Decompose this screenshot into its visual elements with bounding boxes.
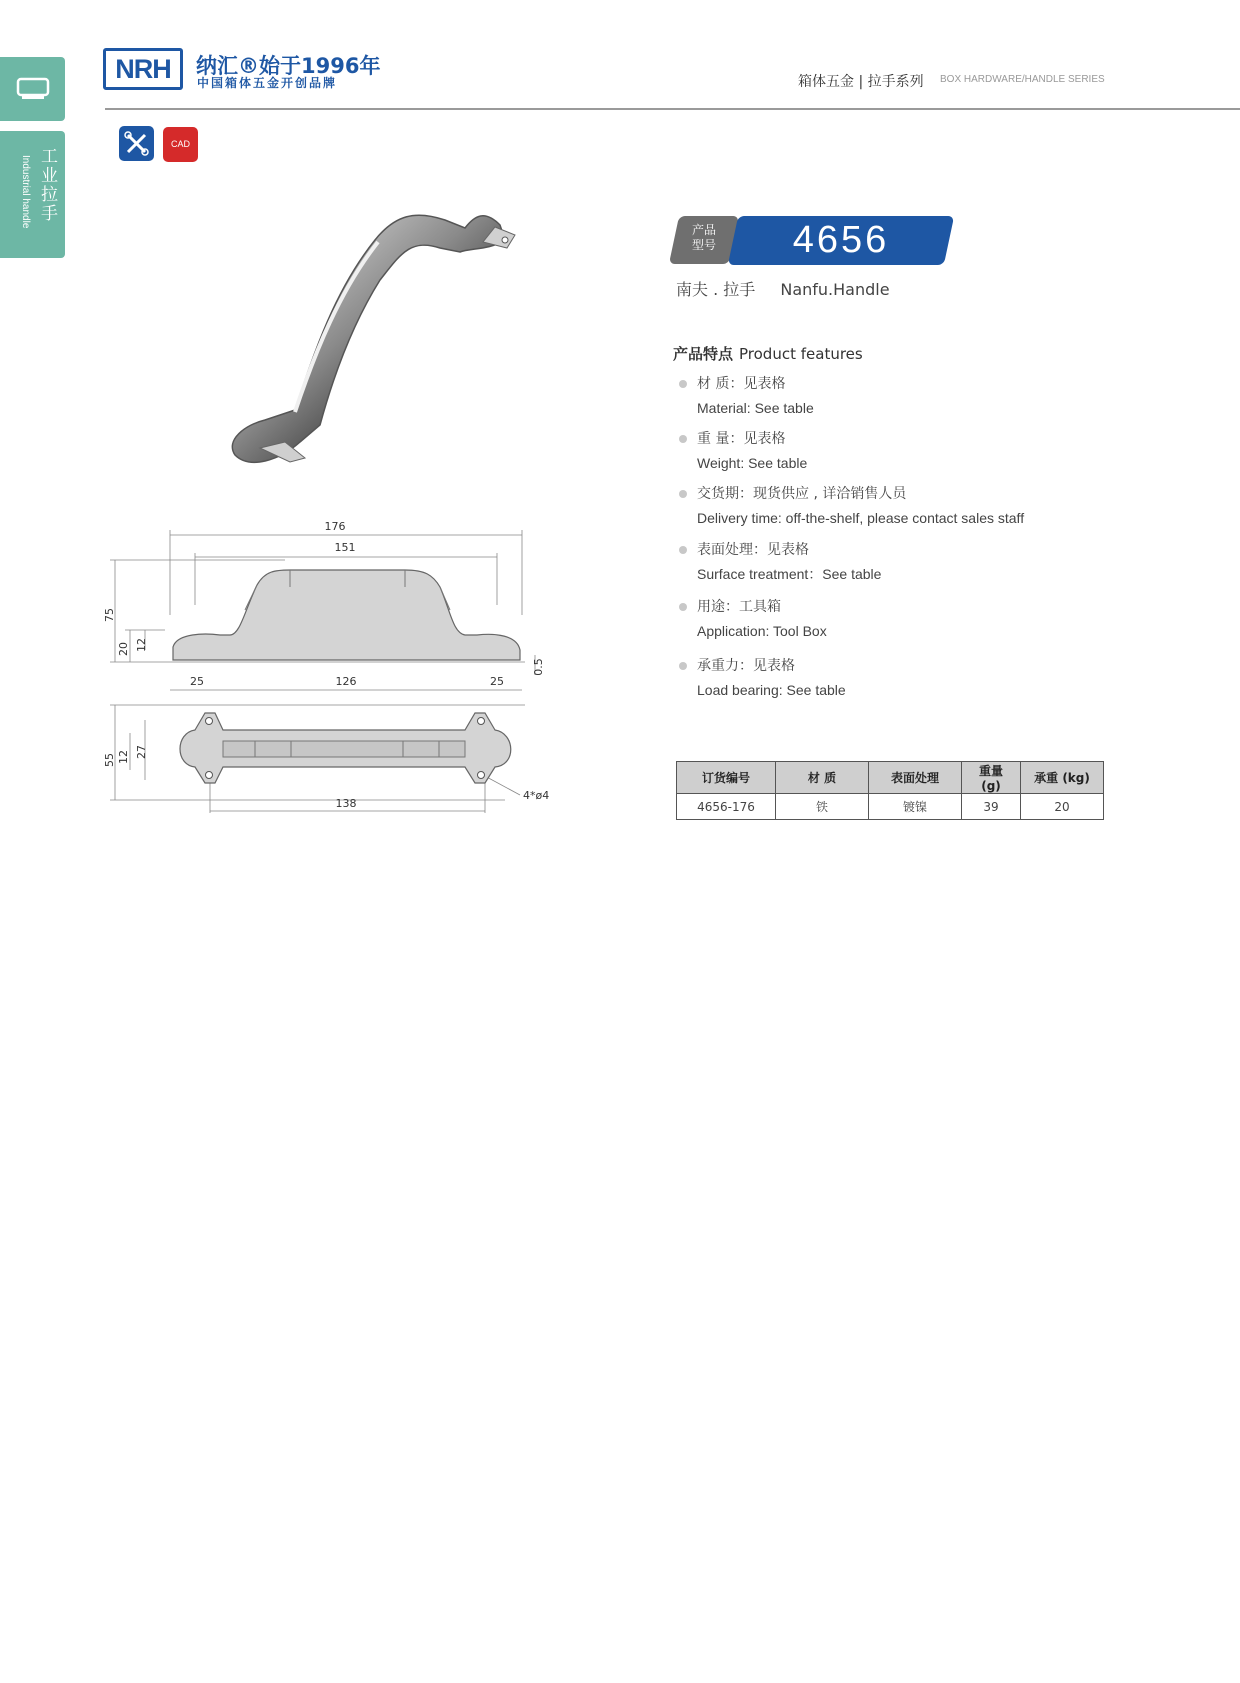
dim-75: 75 [103,608,116,622]
nrh-logo: NRH [103,48,183,90]
col-weight: 重量 (g) [962,762,1021,794]
dim-holes: 4*ø4 [523,789,550,802]
feature-delivery: 交货期：现货供应 , 详洽销售人员 Delivery time: off-the-shelf, please contact sales staff [679,482,1024,530]
bullet-icon [679,435,687,443]
col-material: 材 质 [776,762,869,794]
dim-126: 126 [335,675,357,688]
model-number: 4656 [792,219,890,261]
bullet-icon [679,662,687,670]
cell-surface: 镀镍 [869,794,962,820]
dim-138: 138 [335,797,357,810]
series-cn: 箱体五金 | 拉手系列 [798,74,924,90]
cell-material: 铁 [776,794,869,820]
feature-load: 承重力：见表格 Load bearing: See table [679,654,846,702]
bullet-icon [679,380,687,388]
side-tab-cn: 工业拉手 [37,147,57,223]
dim-151: 151 [334,541,356,554]
technical-drawing [105,515,565,825]
dim-55: 55 [103,753,116,767]
col-surface: 表面处理 [869,762,962,794]
features-title: 产品特点 Product features [673,345,863,363]
dim-25a: 25 [190,675,204,688]
series-en: BOX HARDWARE/HANDLE SERIES [940,74,1105,85]
col-load: 承重 (kg) [1021,762,1104,794]
bullet-icon [679,603,687,611]
table-header-row [677,762,1104,794]
dim-0.5: 0.5 [532,658,545,676]
cell-weight: 39 [962,794,1021,820]
cell-order-no: 4656-176 [677,794,776,820]
dim-12a: 12 [135,638,148,652]
brand-sub: 中国箱体五金开创品牌 [197,76,338,90]
box-latch-icon [0,57,65,121]
dim-25b: 25 [490,675,504,688]
bullet-icon [679,490,687,498]
dim-20: 20 [117,642,130,656]
tools-icon[interactable] [119,126,154,161]
product-name [676,277,910,300]
handle-side-view [173,570,520,660]
dim-27: 27 [135,745,148,759]
dim-12b: 12 [117,750,130,764]
table-row [677,794,1104,820]
model-label: 产品 型号 [691,223,716,252]
header-divider [105,108,1240,110]
side-tab-en: Industrial handle [20,155,31,229]
feature-material: 材 质：见表格 Material: See table [679,372,814,420]
product-name-en: Nanfu.Handle [780,280,890,299]
side-tab-industrial-handle[interactable] [0,131,65,258]
bullet-icon [679,546,687,554]
cell-load: 20 [1021,794,1104,820]
spec-table [676,761,1104,820]
product-name-cn: 南夫 . 拉手 [676,280,756,299]
handle-top-view [180,713,511,783]
brand-cn: 纳汇®始于1996年 [196,54,381,78]
dim-176: 176 [324,520,346,533]
cad-label: CAD [170,139,190,149]
product-photo [215,180,545,490]
feature-application: 用途：工具箱 Application: Tool Box [679,595,827,643]
feature-surface: 表面处理：见表格 Surface treatment：See table [679,538,881,586]
feature-weight: 重 量：见表格 Weight: See table [679,427,807,475]
side-tab-icon[interactable] [0,57,65,121]
col-order-no: 订货编号 [677,762,776,794]
cad-icon[interactable] [163,127,198,162]
